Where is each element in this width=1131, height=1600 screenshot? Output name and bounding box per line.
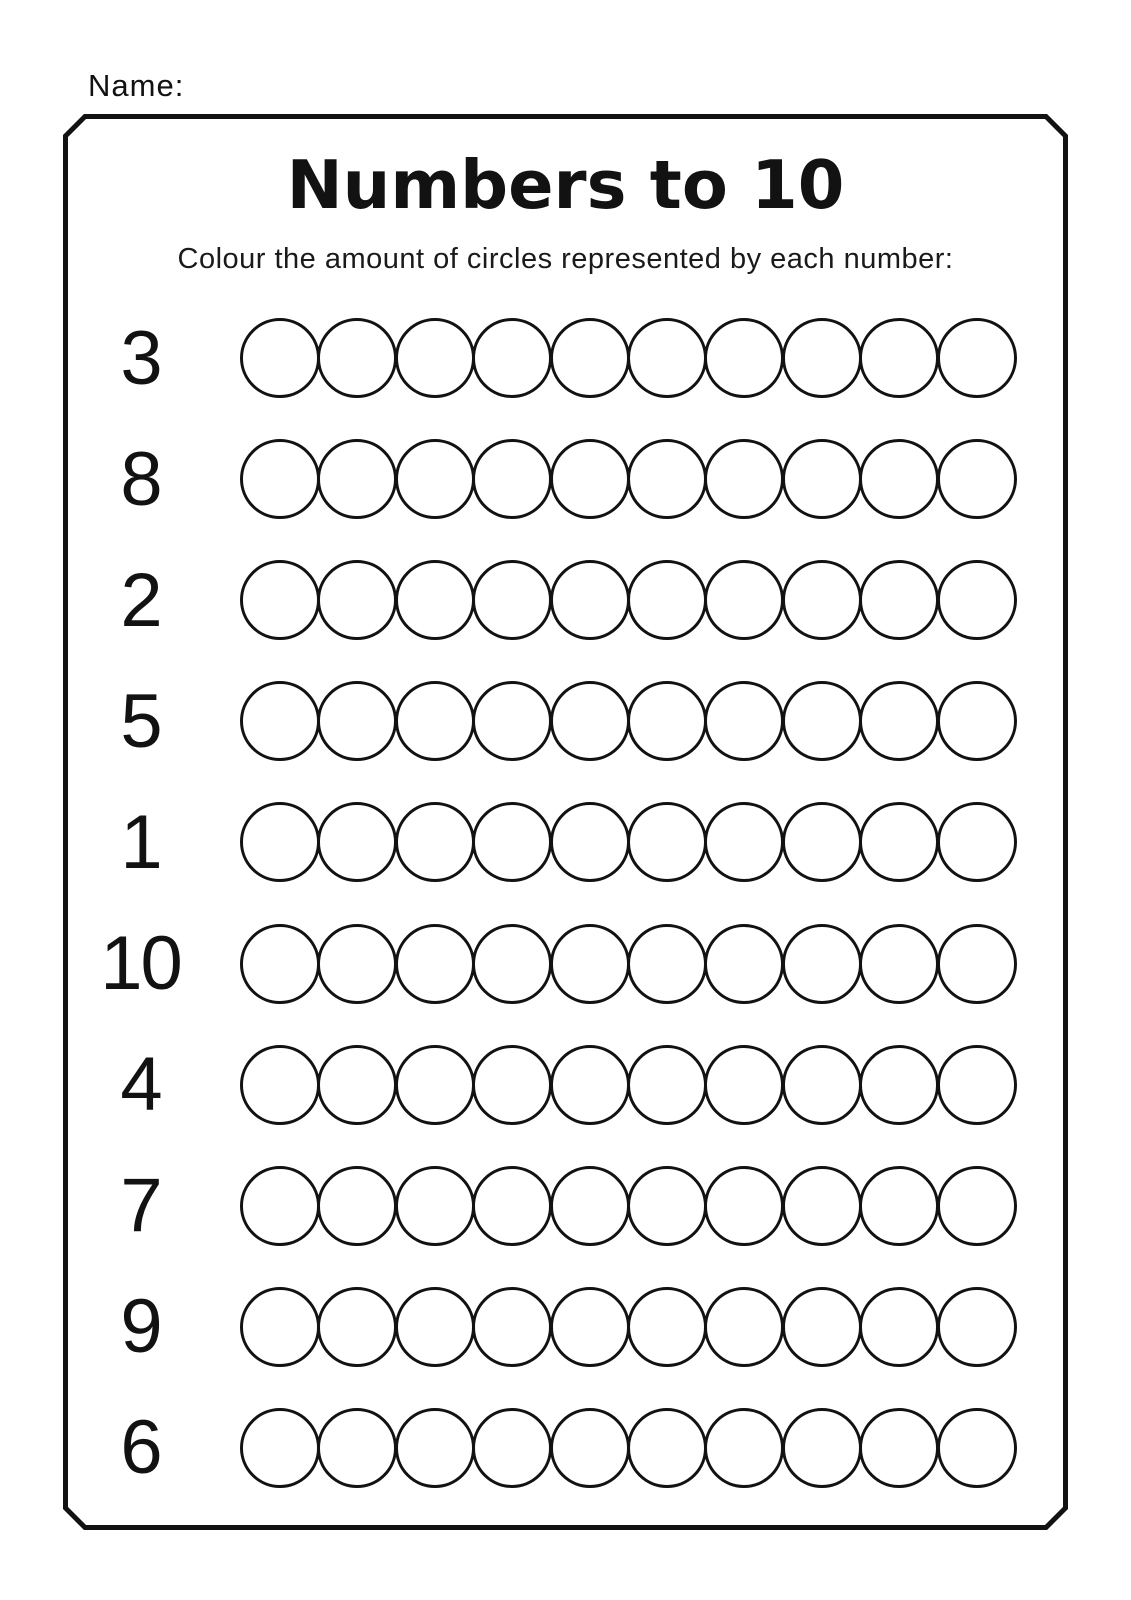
colour-circle[interactable] xyxy=(395,1287,475,1367)
page-title: Numbers to 10 xyxy=(286,146,845,224)
colour-circle[interactable] xyxy=(317,439,397,519)
colour-circle[interactable] xyxy=(317,681,397,761)
colour-circle[interactable] xyxy=(550,1287,630,1367)
colour-circle[interactable] xyxy=(859,318,939,398)
colour-circle[interactable] xyxy=(395,439,475,519)
colour-circle[interactable] xyxy=(550,681,630,761)
colour-circle[interactable] xyxy=(859,439,939,519)
colour-circle[interactable] xyxy=(240,1166,320,1246)
colour-circle[interactable] xyxy=(472,1287,552,1367)
colour-circle[interactable] xyxy=(550,439,630,519)
colour-circle[interactable] xyxy=(317,924,397,1004)
colour-circle[interactable] xyxy=(317,1045,397,1125)
colour-circle[interactable] xyxy=(395,1166,475,1246)
colour-circle[interactable] xyxy=(859,924,939,1004)
colour-circle[interactable] xyxy=(937,1045,1017,1125)
colour-circle[interactable] xyxy=(859,1045,939,1125)
colour-circle[interactable] xyxy=(937,924,1017,1004)
colour-circle[interactable] xyxy=(627,1166,707,1246)
colour-circle[interactable] xyxy=(937,681,1017,761)
colour-circle[interactable] xyxy=(782,802,862,882)
colour-circle[interactable] xyxy=(782,924,862,1004)
colour-circle[interactable] xyxy=(395,802,475,882)
colour-circle[interactable] xyxy=(704,1166,784,1246)
colour-circle[interactable] xyxy=(240,924,320,1004)
row-number: 5 xyxy=(120,678,161,764)
colour-circle[interactable] xyxy=(704,1408,784,1488)
colour-circle[interactable] xyxy=(704,1287,784,1367)
colour-circle[interactable] xyxy=(317,1408,397,1488)
colour-circle[interactable] xyxy=(627,560,707,640)
colour-circle[interactable] xyxy=(550,802,630,882)
row-number: 4 xyxy=(120,1042,161,1128)
colour-circle[interactable] xyxy=(317,560,397,640)
colour-circle[interactable] xyxy=(859,560,939,640)
name-field-label: Name: xyxy=(88,68,185,103)
colour-circle[interactable] xyxy=(395,560,475,640)
colour-circle[interactable] xyxy=(782,439,862,519)
colour-circle[interactable] xyxy=(937,1166,1017,1246)
colour-circle[interactable] xyxy=(937,1408,1017,1488)
colour-circle[interactable] xyxy=(240,1287,320,1367)
colour-circle[interactable] xyxy=(472,681,552,761)
colour-circle[interactable] xyxy=(782,318,862,398)
row-number: 3 xyxy=(120,315,161,401)
colour-circle[interactable] xyxy=(317,802,397,882)
colour-circle[interactable] xyxy=(550,1045,630,1125)
instruction-text: Colour the amount of circles represented by each number: xyxy=(177,243,954,275)
colour-circle[interactable] xyxy=(240,681,320,761)
colour-circle[interactable] xyxy=(627,802,707,882)
colour-circle[interactable] xyxy=(782,1287,862,1367)
colour-circle[interactable] xyxy=(704,802,784,882)
colour-circle[interactable] xyxy=(704,560,784,640)
colour-circle[interactable] xyxy=(937,1287,1017,1367)
colour-circle[interactable] xyxy=(782,681,862,761)
colour-circle[interactable] xyxy=(704,924,784,1004)
colour-circle[interactable] xyxy=(627,318,707,398)
colour-circle[interactable] xyxy=(472,1166,552,1246)
row-number: 8 xyxy=(120,436,161,522)
row-number: 2 xyxy=(120,557,161,643)
colour-circle[interactable] xyxy=(240,1408,320,1488)
colour-circle[interactable] xyxy=(240,560,320,640)
colour-circle[interactable] xyxy=(704,318,784,398)
colour-circle[interactable] xyxy=(472,1408,552,1488)
colour-circle[interactable] xyxy=(704,439,784,519)
row-number: 7 xyxy=(120,1163,161,1249)
colour-circle[interactable] xyxy=(627,1287,707,1367)
colour-circle[interactable] xyxy=(937,439,1017,519)
colour-circle[interactable] xyxy=(317,318,397,398)
colour-circle[interactable] xyxy=(550,318,630,398)
row-number: 10 xyxy=(100,921,181,1006)
colour-circle[interactable] xyxy=(859,1408,939,1488)
colour-circle[interactable] xyxy=(395,1408,475,1488)
row-number: 9 xyxy=(120,1284,161,1370)
colour-circle[interactable] xyxy=(937,318,1017,398)
colour-circle[interactable] xyxy=(472,318,552,398)
colour-circle[interactable] xyxy=(240,1045,320,1125)
row-number: 6 xyxy=(120,1405,161,1491)
colour-circle[interactable] xyxy=(782,560,862,640)
colour-circle[interactable] xyxy=(317,1287,397,1367)
colour-circle[interactable] xyxy=(472,439,552,519)
colour-circle[interactable] xyxy=(240,802,320,882)
colour-circle[interactable] xyxy=(627,924,707,1004)
colour-circle[interactable] xyxy=(550,924,630,1004)
colour-circle[interactable] xyxy=(704,1045,784,1125)
colour-circle[interactable] xyxy=(704,681,784,761)
colour-circle[interactable] xyxy=(472,560,552,640)
colour-circle[interactable] xyxy=(937,802,1017,882)
colour-circle[interactable] xyxy=(395,318,475,398)
colour-circle[interactable] xyxy=(627,1408,707,1488)
colour-circle[interactable] xyxy=(782,1166,862,1246)
colour-circle[interactable] xyxy=(550,1408,630,1488)
colour-circle[interactable] xyxy=(627,681,707,761)
colour-circle[interactable] xyxy=(395,681,475,761)
colour-circle[interactable] xyxy=(395,1045,475,1125)
colour-circle[interactable] xyxy=(317,1166,397,1246)
colour-circle[interactable] xyxy=(859,1287,939,1367)
colour-circle[interactable] xyxy=(240,318,320,398)
colour-circle[interactable] xyxy=(782,1045,862,1125)
colour-circle[interactable] xyxy=(859,681,939,761)
row-number: 1 xyxy=(120,799,161,885)
colour-circle[interactable] xyxy=(472,924,552,1004)
colour-circle[interactable] xyxy=(472,1045,552,1125)
colour-circle[interactable] xyxy=(859,1166,939,1246)
colour-circle[interactable] xyxy=(240,439,320,519)
colour-circle[interactable] xyxy=(937,560,1017,640)
colour-circle[interactable] xyxy=(472,802,552,882)
colour-circle[interactable] xyxy=(550,560,630,640)
colour-circle[interactable] xyxy=(627,439,707,519)
colour-circle[interactable] xyxy=(859,802,939,882)
colour-circle[interactable] xyxy=(782,1408,862,1488)
colour-circle[interactable] xyxy=(550,1166,630,1246)
colour-circle[interactable] xyxy=(627,1045,707,1125)
colour-circle[interactable] xyxy=(395,924,475,1004)
